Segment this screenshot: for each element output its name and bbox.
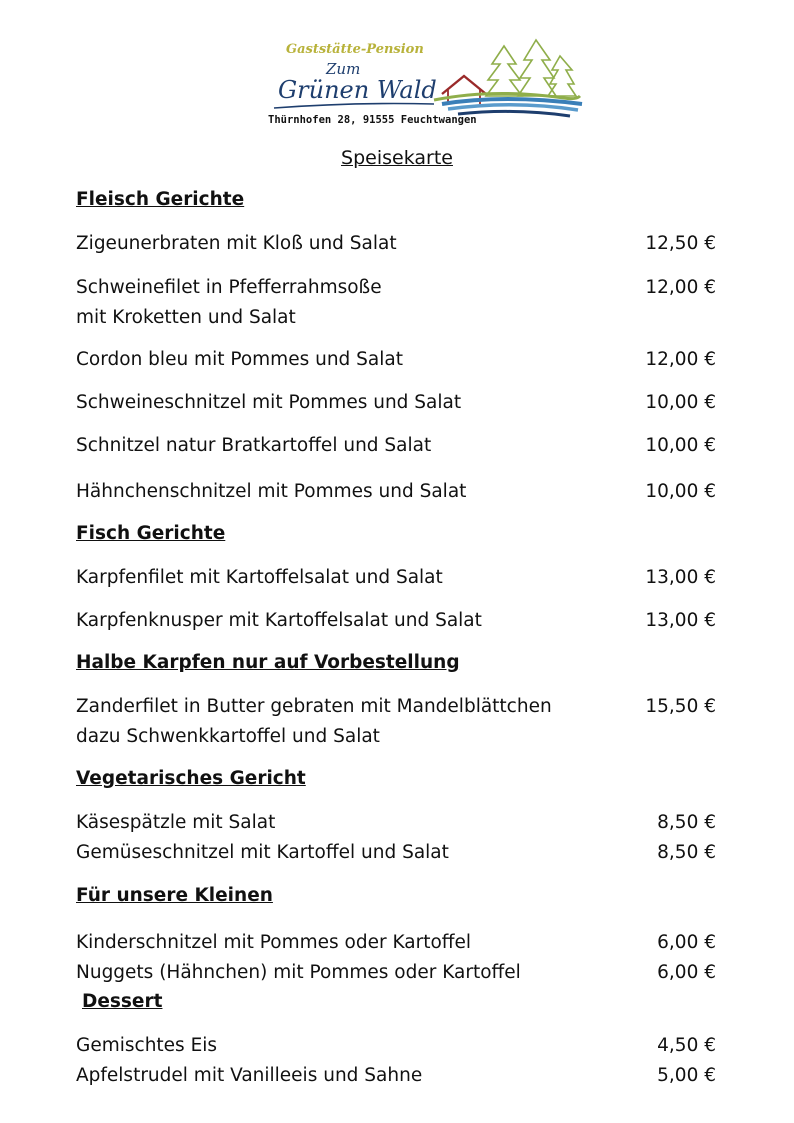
item-name: Kinderschnitzel mit Pommes oder Kartoffel bbox=[76, 932, 472, 953]
menu-item bbox=[76, 477, 716, 507]
section-title-fisch: Fisch Gerichte bbox=[76, 523, 226, 544]
item-price: 10,00 € bbox=[645, 392, 716, 413]
menu-item bbox=[76, 692, 716, 752]
item-name: Gemischtes Eis bbox=[76, 1035, 218, 1056]
item-name: Karpfenfilet mit Kartoffelsalat und Salat bbox=[76, 567, 443, 588]
item-price: 12,00 € bbox=[645, 277, 716, 298]
item-price: 8,50 € bbox=[657, 812, 716, 833]
item-price: 8,50 € bbox=[657, 842, 716, 863]
item-name: Cordon bleu mit Pommes und Salat bbox=[76, 349, 403, 370]
item-name-line2: mit Kroketten und Salat bbox=[76, 307, 296, 328]
item-price: 4,50 € bbox=[657, 1035, 716, 1056]
logo bbox=[264, 38, 584, 130]
item-name: Zigeunerbraten mit Kloß und Salat bbox=[76, 233, 397, 254]
item-price: 13,00 € bbox=[645, 610, 716, 631]
item-name: Zanderfilet in Butter gebraten mit Mandelblättchen bbox=[76, 696, 552, 717]
item-price: 5,00 € bbox=[657, 1065, 716, 1086]
logo-subtitle: Gaststätte-Pension bbox=[286, 42, 424, 57]
item-price: 15,50 € bbox=[645, 696, 716, 717]
item-price: 10,00 € bbox=[645, 481, 716, 502]
page-title: Speisekarte bbox=[341, 147, 453, 169]
menu-item bbox=[76, 1031, 716, 1061]
menu-item bbox=[76, 808, 716, 838]
item-price: 10,00 € bbox=[645, 435, 716, 456]
item-price: 6,00 € bbox=[657, 962, 716, 983]
menu-item bbox=[76, 838, 716, 868]
menu-item bbox=[76, 928, 716, 958]
menu-item bbox=[76, 1061, 716, 1091]
section-title-dessert: Dessert bbox=[82, 991, 163, 1012]
menu-item bbox=[76, 273, 716, 333]
item-name: Schnitzel natur Bratkartoffel und Salat bbox=[76, 435, 432, 456]
menu-item bbox=[76, 431, 716, 461]
menu-item bbox=[76, 345, 716, 375]
item-name: Karpfenknusper mit Kartoffelsalat und Salat bbox=[76, 610, 482, 631]
item-name: Schweinefilet in Pfefferrahmsoße bbox=[76, 277, 382, 298]
item-name: Käsespätzle mit Salat bbox=[76, 812, 276, 833]
menu-item bbox=[76, 563, 716, 593]
logo-zum: Zum bbox=[326, 60, 361, 78]
item-price: 6,00 € bbox=[657, 932, 716, 953]
item-name: Apfelstrudel mit Vanilleeis und Sahne bbox=[76, 1065, 423, 1086]
item-name: Schweineschnitzel mit Pommes und Salat bbox=[76, 392, 462, 413]
item-price: 13,00 € bbox=[645, 567, 716, 588]
section-title-vegetarisch: Vegetarisches Gericht bbox=[76, 768, 306, 789]
menu-item bbox=[76, 229, 716, 259]
item-name: Gemüseschnitzel mit Kartoffel und Salat bbox=[76, 842, 449, 863]
section-title-karpfen: Halbe Karpfen nur auf Vorbestellung bbox=[76, 652, 460, 673]
menu-item bbox=[76, 388, 716, 418]
item-name: Nuggets (Hähnchen) mit Pommes oder Kartoffel bbox=[76, 962, 521, 983]
section-title-kinder: Für unsere Kleinen bbox=[76, 885, 273, 906]
menu-item bbox=[76, 606, 716, 636]
item-name-line2: dazu Schwenkkartoffel und Salat bbox=[76, 726, 380, 747]
item-price: 12,50 € bbox=[645, 233, 716, 254]
item-price: 12,00 € bbox=[645, 349, 716, 370]
section-title-fleisch: Fleisch Gerichte bbox=[76, 189, 245, 210]
address: Thürnhofen 28, 91555 Feuchtwangen bbox=[268, 114, 477, 126]
menu-item bbox=[76, 958, 716, 988]
logo-name: Grünen Wald bbox=[278, 76, 437, 104]
item-name: Hähnchenschnitzel mit Pommes und Salat bbox=[76, 481, 467, 502]
